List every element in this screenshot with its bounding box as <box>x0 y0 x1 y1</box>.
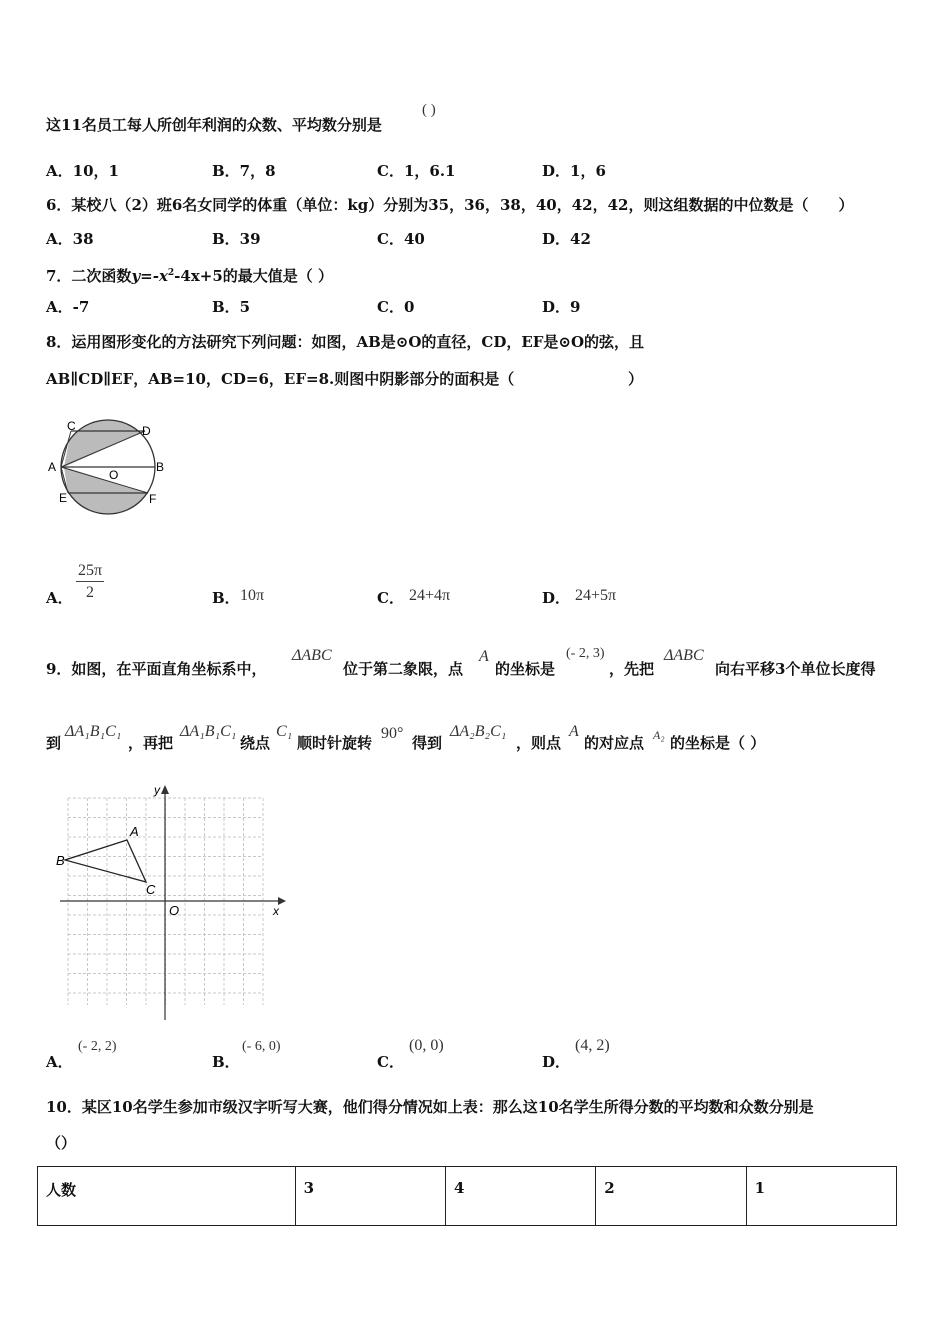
q9-stem-part11: ，则点 <box>516 734 562 752</box>
q8-label-b: B <box>156 460 165 474</box>
q8-label-d: D <box>142 424 151 438</box>
q8-option-c[interactable]: 24+4π <box>409 587 451 604</box>
q9-stem-part13: 的坐标是（ ） <box>670 734 766 752</box>
q6-option-c[interactable]: C．40 <box>377 230 425 248</box>
q8-shade-bottom-segment <box>60 493 160 520</box>
q9-x-arrow <box>278 897 286 905</box>
q8-option-c-letter[interactable]: C． <box>377 589 404 607</box>
q5-option-a[interactable]: A．10，1 <box>46 162 119 180</box>
q9-point-a2: A₂ <box>653 728 665 742</box>
q9-stem-part3: 的坐标是 <box>495 660 556 678</box>
q9-option-c[interactable]: (0, 0) <box>409 1037 444 1054</box>
q9-stem-part1: 9．如图，在平面直角坐标系中， <box>46 660 267 678</box>
q7-option-d[interactable]: D．9 <box>542 298 581 316</box>
q8-stem-line2: AB∥CD∥EF，AB=10，CD=6，EF=8.则图中阴影部分的面积是（ <box>46 370 515 388</box>
q7-exponent: 2 <box>167 268 175 278</box>
q9-stem-part6: 到 <box>46 734 62 752</box>
q8-option-a-letter[interactable]: A． <box>46 589 73 607</box>
q8-option-d-letter[interactable]: D． <box>542 589 571 607</box>
q9-y-arrow <box>161 785 169 794</box>
q9-option-b-letter[interactable]: B． <box>212 1053 240 1071</box>
table-cell: 4 <box>445 1167 595 1226</box>
q9-option-c-letter[interactable]: C． <box>377 1053 404 1071</box>
q10-score-table <box>37 1166 897 1226</box>
q9-option-a[interactable]: (- 2, 2) <box>78 1039 117 1054</box>
q6-option-b[interactable]: B．39 <box>212 230 261 248</box>
q7-stem-prefix: 7．二次函数 <box>46 267 132 285</box>
q9-point-a-2: A <box>569 723 579 740</box>
q8-option-b[interactable]: 10π <box>240 587 265 604</box>
q9-label-b: B <box>56 853 65 868</box>
q8-option-a-numerator: 25π <box>78 562 103 579</box>
q9-option-d[interactable]: (4, 2) <box>575 1037 610 1054</box>
q8-option-a-fraction[interactable] <box>76 562 104 602</box>
q9-label-y: y <box>154 783 160 797</box>
q9-label-o: O <box>169 903 180 918</box>
q9-label-c: C <box>146 882 156 897</box>
q9-stem-part8: 绕点 <box>240 734 271 752</box>
q5-option-b[interactable]: B．7，8 <box>212 162 276 180</box>
q9-triangle-abc-2: ΔABC <box>664 647 704 664</box>
q9-triangle-a1b1c1-2: ΔA₁B₁C₁ <box>180 723 237 740</box>
q9-stem-part9: 顺时针旋转 <box>297 734 373 752</box>
q9-option-d-letter[interactable]: D． <box>542 1053 571 1071</box>
q8-stem-close-paren: ） <box>628 370 644 388</box>
q9-stem-part12: 的对应点 <box>584 734 645 752</box>
q5-option-c[interactable]: C．1，6.1 <box>377 162 456 180</box>
q7-option-a[interactable]: A．-7 <box>46 298 90 316</box>
q5-option-d[interactable]: D．1，6 <box>542 162 606 180</box>
q9-angle: 90° <box>381 725 404 742</box>
q7-stem-suffix: -4x+5的最大值是（ ） <box>174 267 334 285</box>
q7-option-b[interactable]: B．5 <box>212 298 251 316</box>
table-cell: 2 <box>596 1167 746 1226</box>
q9-option-b[interactable]: (- 6, 0) <box>242 1039 281 1054</box>
q8-stem-line1: 8．运用图形变化的方法研究下列问题：如图，AB是⊙O的直径，CD，EF是⊙O的弦，且 <box>46 333 645 351</box>
q5-answer-paren: ( ) <box>422 102 436 118</box>
q6-stem: 6．某校八（2）班6名女同学的体重（单位：kg）分别为35，36，38，40，42，42，则这组数据的中位数是（ ） <box>46 196 854 214</box>
q10-stem-line1: 10．某区10名学生参加市级汉字听写大赛，他们得分情况如上表：那么这10名学生所得分数的平均数和众数分别是 <box>46 1098 814 1116</box>
q9-stem-part4: ，先把 <box>609 660 655 678</box>
q7-stem <box>46 263 333 286</box>
q6-option-a[interactable]: A．38 <box>46 230 94 248</box>
q10-stem-line2: （） <box>46 1134 77 1152</box>
q8-label-c: C <box>67 419 76 433</box>
q9-triangle-a2b2c1: ΔA₂B₂C₁ <box>450 723 507 740</box>
q9-point-c1: C₁ <box>276 723 293 740</box>
q8-option-d[interactable]: 24+5π <box>575 587 617 604</box>
q8-circle-figure <box>40 410 170 520</box>
q9-point-a: A <box>479 648 489 665</box>
q8-option-a-denominator: 2 <box>86 584 95 601</box>
table-row <box>38 1167 897 1226</box>
q9-option-a-letter[interactable]: A． <box>46 1053 73 1071</box>
q8-option-b-letter[interactable]: B． <box>212 589 240 607</box>
q9-stem-part2: 位于第二象限，点 <box>343 660 464 678</box>
table-cell-header: 人数 <box>38 1167 296 1226</box>
q8-label-o: O <box>109 468 119 482</box>
table-cell: 3 <box>295 1167 445 1226</box>
q8-label-e: E <box>59 491 68 505</box>
q6-option-d[interactable]: D．42 <box>542 230 591 248</box>
q9-stem-part7: ，再把 <box>128 734 174 752</box>
q9-stem-part10: 得到 <box>412 734 443 752</box>
q9-triangle-abc: ΔABC <box>292 647 332 664</box>
q7-option-c[interactable]: C．0 <box>377 298 415 316</box>
q8-label-a: A <box>48 460 57 474</box>
q9-stem-part5: 向右平移3个单位长度得 <box>715 660 876 678</box>
q9-label-a: A <box>130 824 139 839</box>
q9-coordinate-grid <box>50 780 290 1025</box>
table-cell: 1 <box>746 1167 896 1226</box>
q8-label-f: F <box>149 492 157 506</box>
q7-function: y=-x <box>131 267 168 285</box>
q9-triangle-a1b1c1: ΔA₁B₁C₁ <box>65 723 122 740</box>
q5-stem: 这11名员工每人所创年利润的众数、平均数分别是 <box>46 116 382 134</box>
q9-coord-a: (- 2, 3) <box>566 646 605 661</box>
q9-label-x: x <box>273 904 279 918</box>
